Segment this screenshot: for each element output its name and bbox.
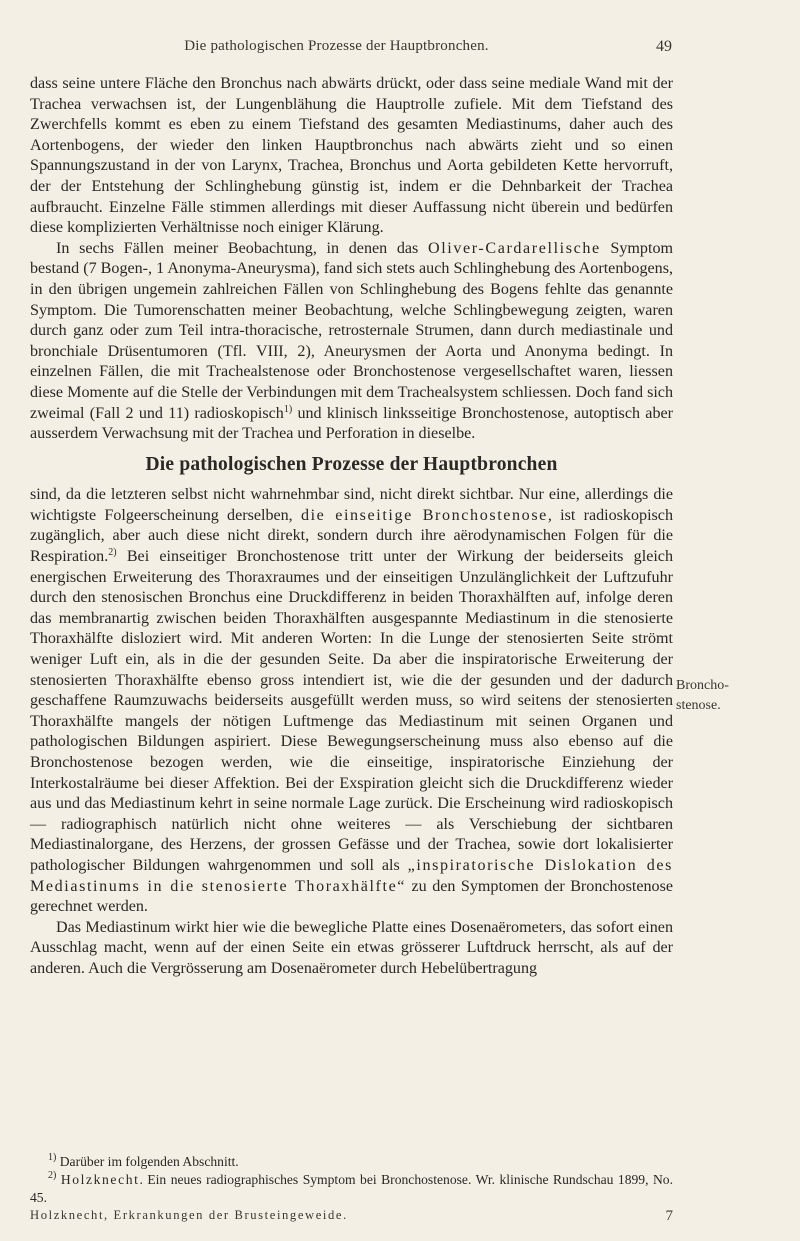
paragraph-4: Das Mediastinum wirkt hier wie die bewegliche Platte eines Dosenaërometers, das sofort einen Ausschlag macht, wenn auf der einen Seite ein etwas grösserer Luftdruck herrscht, als auf der anderen. Auch die Vergrösserung am Dosenaërometer durch Hebelübertragung: [30, 918, 673, 977]
paragraph-3-part-c: Bei einseitiger Bronchostenose tritt unter der Wirkung der beiderseits gleich energischen Erweiterung des Thoraxraumes und der einseitigen Unzulänglichkeit der Luftzufuhr durch den stenosischen Bronchus eine Druckdifferenz in beiden Thoraxhälften auf, infolge deren das membranartig zwischen beiden Thoraxhälften ausgespannte Mediastinum in die stenosierte Thoraxhälfte disloziert wird. Mit anderen Worten: In die Lunge der stenosierten Seite strömt weniger Luft ein, als in die der gesunden Seite. Da aber die inspiratorische Erweiterung der stenosierten Thoraxhälfte ebenso gross intendiert ist, wie die der gesunden und der dadurch geschaffene Raumzuwachs beiderseits ausgefüllt werden muss, so wird seitens der stenosierten Thoraxhälfte mangels der nötigen Luftmenge das Mediastinum mit seinen Organen und pathologischen Bildungen aspiriert. Diese Bewegungserscheinung muss also ebenso auf die Bronchostenose bezogen werden, wie die einseitige, inspiratorische Einziehung der Interkostalräume bei dieser Affektion. Bei der Exspiration gleicht sich die Druckdifferenz wieder aus und das Mediastinum kehrt in seine normale Lage zurück. Die Erscheinung wird radioskopisch — radiographisch natürlich nicht ohne weiteres — als Verschiebung der sichtbaren Mediastinalorgane, des Herzens, der grossen Gefässe und der Trachea, sowie dort lokalisierter pathologischer Bildungen wahrgenommen und soll als: [30, 548, 673, 874]
footnote-ref-1: 1): [283, 403, 293, 415]
signature-mark: 7: [665, 1208, 673, 1224]
footnotes: [30, 1153, 673, 1207]
footnote-2-author: Holzknecht: [60, 1172, 140, 1187]
paragraph-2: [30, 239, 673, 445]
paragraph-3-part-a: sind, da die letzteren selbst nicht wahrnehmbar sind, nicht direkt sichtbar. Nur eine, allerdings die wichtigste Folgeerscheinung derselben,: [30, 486, 673, 524]
signature-line: [30, 1208, 673, 1223]
eponym-symptom: Oliver-Cardarellische: [428, 239, 601, 257]
margin-note-line-1: Broncho-: [676, 678, 729, 693]
paragraph-3-part-b: , ist radioskopisch zugänglich, aber auch diese nicht direkt, sondern durch ihre aërodynamischen Folgen für die Respiration.: [30, 506, 673, 566]
footnote-2-mark: 2): [48, 1170, 57, 1181]
footnote-2-text: . Ein neues radiographisches Symptom bei Bronchostenose. Wr. klinische Rundschau 1899, No. 45.: [30, 1172, 673, 1205]
paragraph-1: dass seine untere Fläche den Bronchus nach abwärts drückt, oder dass seine mediale Wand mit der Trachea verwachsen ist, der Lungenblähung die Hauptrolle zufiele. Mit dem Tiefstand des Zwerchfells kommt es eben zu einem Tiefstand des gesamten Mediastinums, daher auch des Aortenbogens, der wieder den linken Hauptbronchus nach abwärts zieht und so einen Spannungszustand in der von Larynx, Trachea, Bronchus und Aorta gebildeten Kette hervorruft, der der Entstehung der Schlinghebung günstig ist, indem er die Dehnbarkeit der Trachea aufbraucht. Einzelne Fälle stimmen allerdings mit dieser Auffassung nicht überein und bedürfen diese komplizierten Verhältnisse noch einiger Klärung.: [30, 75, 673, 237]
body-text: [30, 74, 673, 980]
paragraph-3: [30, 485, 673, 917]
running-title: Die pathologischen Prozesse der Hauptbronchen.: [184, 38, 489, 54]
page-number: 49: [656, 38, 672, 55]
paragraph-3-part-d: zu den Symptomen der Bronchostenose gerechnet werden.: [30, 877, 673, 916]
margin-note: [676, 676, 796, 716]
margin-note-line-2: stenose.: [676, 698, 721, 713]
footnote-1-text: Darüber im folgenden Abschnitt.: [56, 1154, 239, 1169]
footnote-1: [30, 1153, 673, 1171]
paragraph-2-part-b: Symptom bestand (7 Bogen-, 1 Anonyma-Aneurysma), fand sich stets auch Schlinghebung des Aortenbogens, in den übrigen ungemein zahlreichen Fällen von Schlinghebung des Bogens fehlte das genannte Symptom. Die Tumorenschatten meiner Beobachtung, welche Schlingbewegung zeigten, waren durch ganz oder zum Teil intra-thoracische, retrosternale Strumen, dann durch mediastinale und bronchiale Drüsentumoren (Tfl. VIII, 2), Aneurysmen der Aorta und Anonyma bedingt. In einzelnen Fällen, die mit Trachealstenose oder Bronchostenose vergesellschaftet waren, liessen diese Momente auf die Stelle der Verbindungen mit dem Trachealsystem schliessen. Doch fand sich zweimal (Fall 2 und 11) radioskopisch: [30, 239, 674, 422]
footnote-ref-2: 2): [108, 547, 117, 559]
emphasis-bronchostenose: die einseitige Bronchostenose: [300, 506, 548, 524]
paragraph-2-part-a: In sechs Fällen meiner Beobachtung, in denen das: [56, 239, 429, 257]
paragraph-2-part-c: und klinisch linksseitige Bronchostenose, autoptisch aber ausserdem Verwachsung mit der Trachea und Perforation in dieselbe.: [30, 404, 673, 443]
footnote-2: [30, 1171, 673, 1207]
footnote-1-mark: 1): [48, 1152, 57, 1163]
signature-title: Holzknecht, Erkrankungen der Brusteingeweide.: [30, 1208, 348, 1222]
section-heading: Die pathologischen Prozesse der Hauptbronchen: [145, 453, 558, 475]
emphasis-dislokation: „inspiratorische Dislokation des Mediastinums in die stenosierte Thoraxhälfte“: [30, 856, 673, 895]
